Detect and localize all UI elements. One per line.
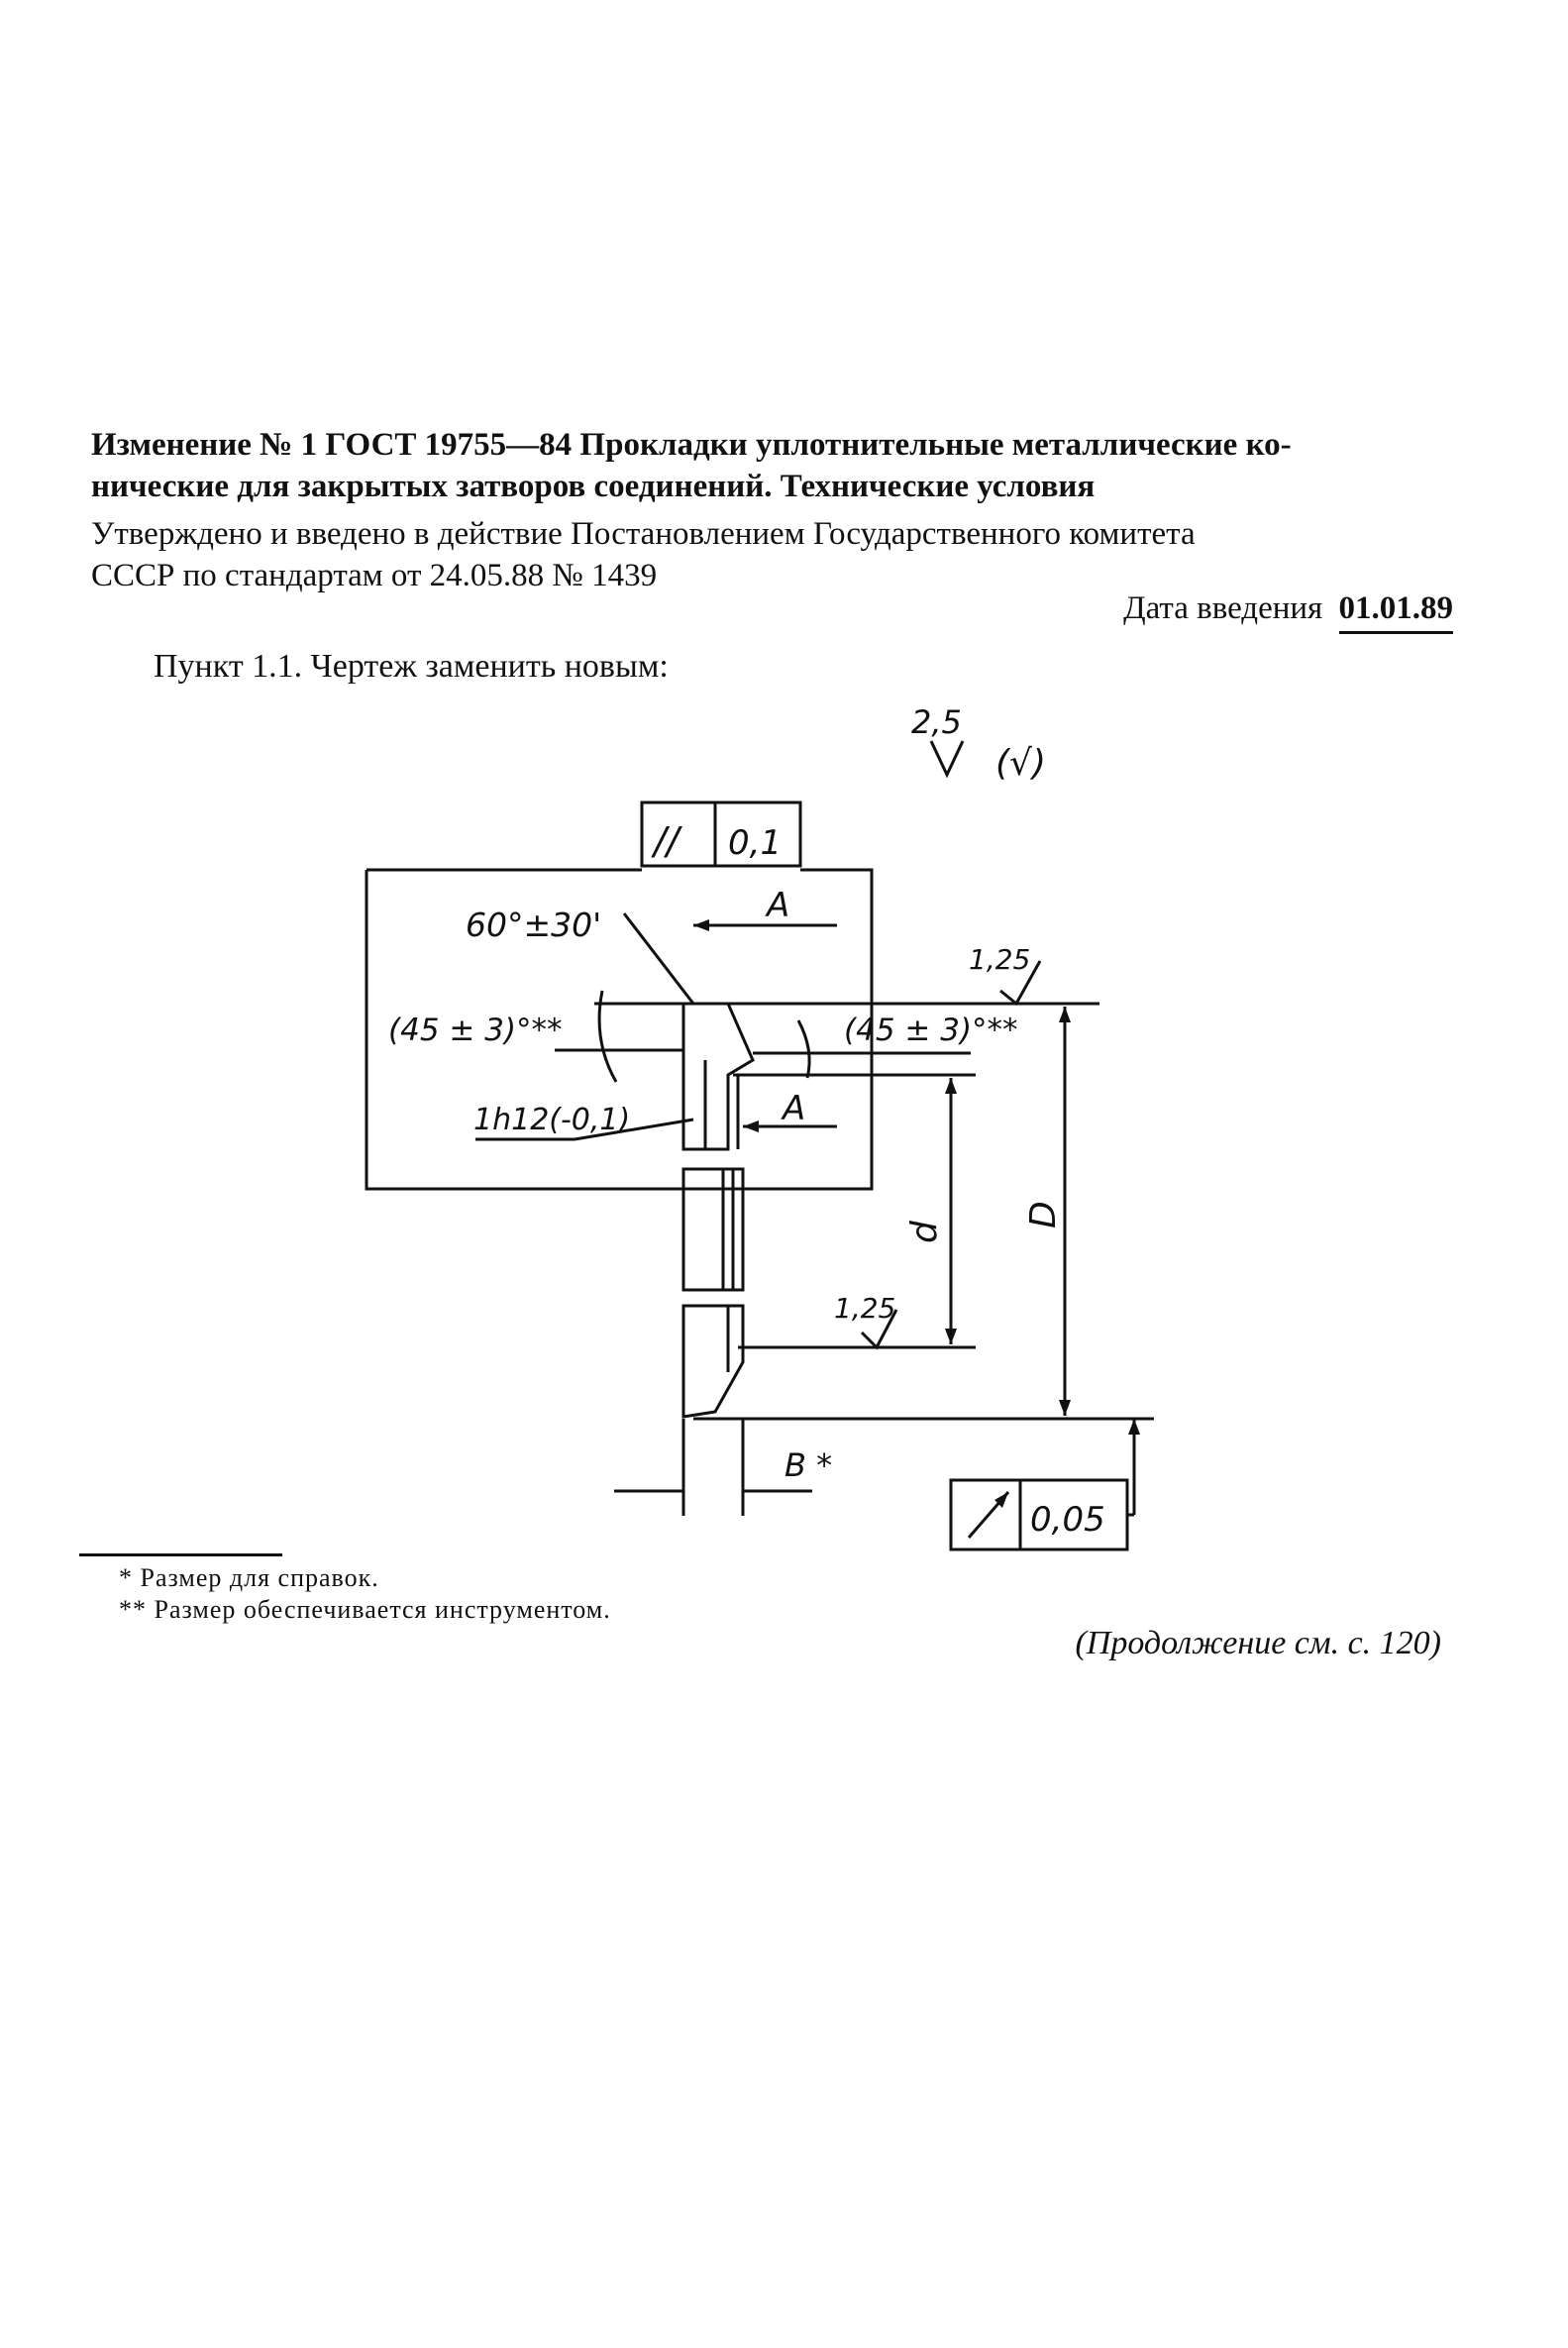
roughness-symbol <box>931 741 963 775</box>
runout-value: 0,05 <box>1030 1500 1105 1540</box>
dimension-B-label: B * <box>784 1446 833 1484</box>
clause-text: Пункт 1.1. Чертеж заменить новым: <box>154 648 669 685</box>
thickness: 1h12(-0,1) <box>473 1103 631 1137</box>
gasket-section-bottom <box>683 1306 743 1417</box>
surface-bottom: 1,25 <box>834 1292 896 1325</box>
footnote-tooling: ** Размер обеспечивается инструментом. <box>119 1595 611 1624</box>
amendment-title-line1: Изменение № 1 ГОСТ 19755—84 Прокладки уплотнительные металлические ко- <box>91 427 1292 463</box>
dimension-D-label: D <box>1023 1201 1064 1228</box>
parallelism-symbol: // <box>654 819 679 863</box>
angle-right: (45 ± 3)°** <box>844 1013 1018 1048</box>
cone-angle: 60°±30' <box>466 906 602 944</box>
roughness-value: 2,5 <box>911 703 962 741</box>
approval-line1: Утверждено и введено в действие Постановлением Государственного комитета <box>91 516 1196 552</box>
effective-date-label: Дата введения <box>1123 590 1323 626</box>
datum-a-mid: A <box>783 1089 806 1128</box>
angle-left: (45 ± 3)°** <box>388 1013 563 1048</box>
footnote-rule <box>79 1553 282 1556</box>
footnote-reference: * Размер для справок. <box>119 1563 379 1592</box>
approval-line2: СССР по стандартам от 24.05.88 № 1439 <box>91 558 658 593</box>
parallelism-value: 0,1 <box>728 823 783 863</box>
effective-date-value: 01.01.89 <box>1339 590 1454 634</box>
roughness-rest: (√) <box>995 743 1047 784</box>
amendment-title-line2: нические для закрытых затворов соединений. Технические условия <box>91 469 1096 504</box>
dimension-d-label: d <box>904 1221 945 1243</box>
continuation-note: (Продолжение см. с. 120) <box>1075 1625 1441 1661</box>
surface-top: 1,25 <box>969 943 1031 976</box>
datum-a-top: A <box>767 886 790 925</box>
